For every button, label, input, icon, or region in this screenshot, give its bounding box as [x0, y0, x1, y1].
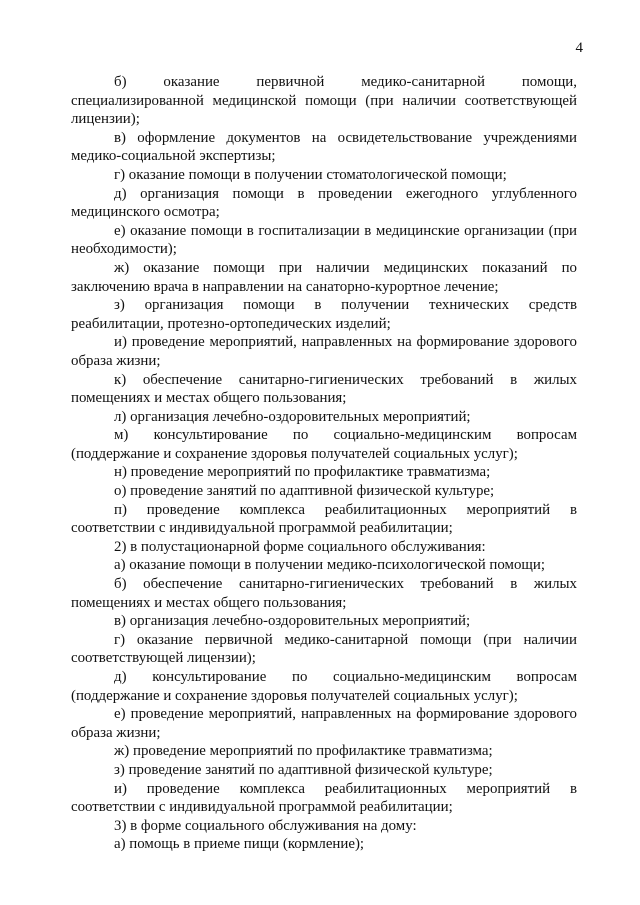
list-item: з) проведение занятий по адаптивной физической культуре;: [114, 761, 493, 778]
list-item: п) проведение комплекса реабилитационных мероприятий в соответствии с индивидуальной программой реабилитации;: [71, 501, 577, 537]
list-item: д) консультирование по социально-медицинским вопросам (поддержание и сохранение здоровья получателей социальных услуг);: [71, 669, 577, 704]
list-item: ж) проведение мероприятий по профилактике травматизма;: [114, 743, 493, 760]
list-item: в) организация лечебно-оздоровительных мероприятий;: [114, 613, 471, 630]
list-item: и) проведение мероприятий, направленных на формирование здорового образа жизни;: [71, 334, 577, 369]
list-item: в) оформление документов на освидетельствование учреждениями медико-социальной экспертизы;: [71, 129, 577, 165]
list-item: е) проведение мероприятий, направленных на формирование здорового образа жизни;: [71, 706, 577, 741]
document-body: [71, 73, 577, 854]
section-heading: 2) в полустационарной форме социального обслуживания:: [114, 538, 486, 555]
list-item: г) оказание первичной медико-санитарной помощи (при наличии соответствующей лицензии);: [71, 631, 577, 667]
list-item: б) оказание первичной медико-санитарной помощи, специализированной медицинской помощи (при наличии соответствующей лицензии);: [71, 74, 577, 128]
list-item: и) проведение комплекса реабилитационных мероприятий в соответствии с индивидуальной программой реабилитации;: [71, 780, 577, 816]
list-item: г) оказание помощи в получении стоматологической помощи;: [114, 166, 507, 183]
list-item: л) организация лечебно-оздоровительных мероприятий;: [114, 408, 471, 425]
list-item: м) консультирование по социально-медицинским вопросам (поддержание и сохранение здоровья получателей социальных услуг);: [71, 427, 577, 462]
page-number: 4: [575, 40, 583, 56]
list-item: з) организация помощи в получении технических средств реабилитации, протезно-ортопедических изделий;: [71, 297, 577, 332]
list-item: о) проведение занятий по адаптивной физической культуре;: [114, 483, 495, 500]
list-item: е) оказание помощи в госпитализации в медицинские организации (при необходимости);: [71, 222, 577, 258]
list-item: д) организация помощи в проведении ежегодного углубленного медицинского осмотра;: [71, 185, 577, 221]
list-item: ж) оказание помощи при наличии медицинских показаний по заключению врача в направлении на санаторно-курортное лечение;: [71, 259, 577, 295]
list-item: а) оказание помощи в получении медико-психологической помощи;: [114, 557, 545, 574]
section-heading: 3) в форме социального обслуживания на дому:: [114, 817, 417, 834]
list-item: а) помощь в приеме пищи (кормление);: [114, 836, 365, 853]
list-item: б) обеспечение санитарно-гигиенических требований в жилых помещениях и местах общего пользования;: [71, 576, 577, 611]
list-item: н) проведение мероприятий по профилактике травматизма;: [114, 464, 491, 481]
list-item: к) обеспечение санитарно-гигиенических требований в жилых помещениях и местах общего пользования;: [71, 371, 577, 407]
